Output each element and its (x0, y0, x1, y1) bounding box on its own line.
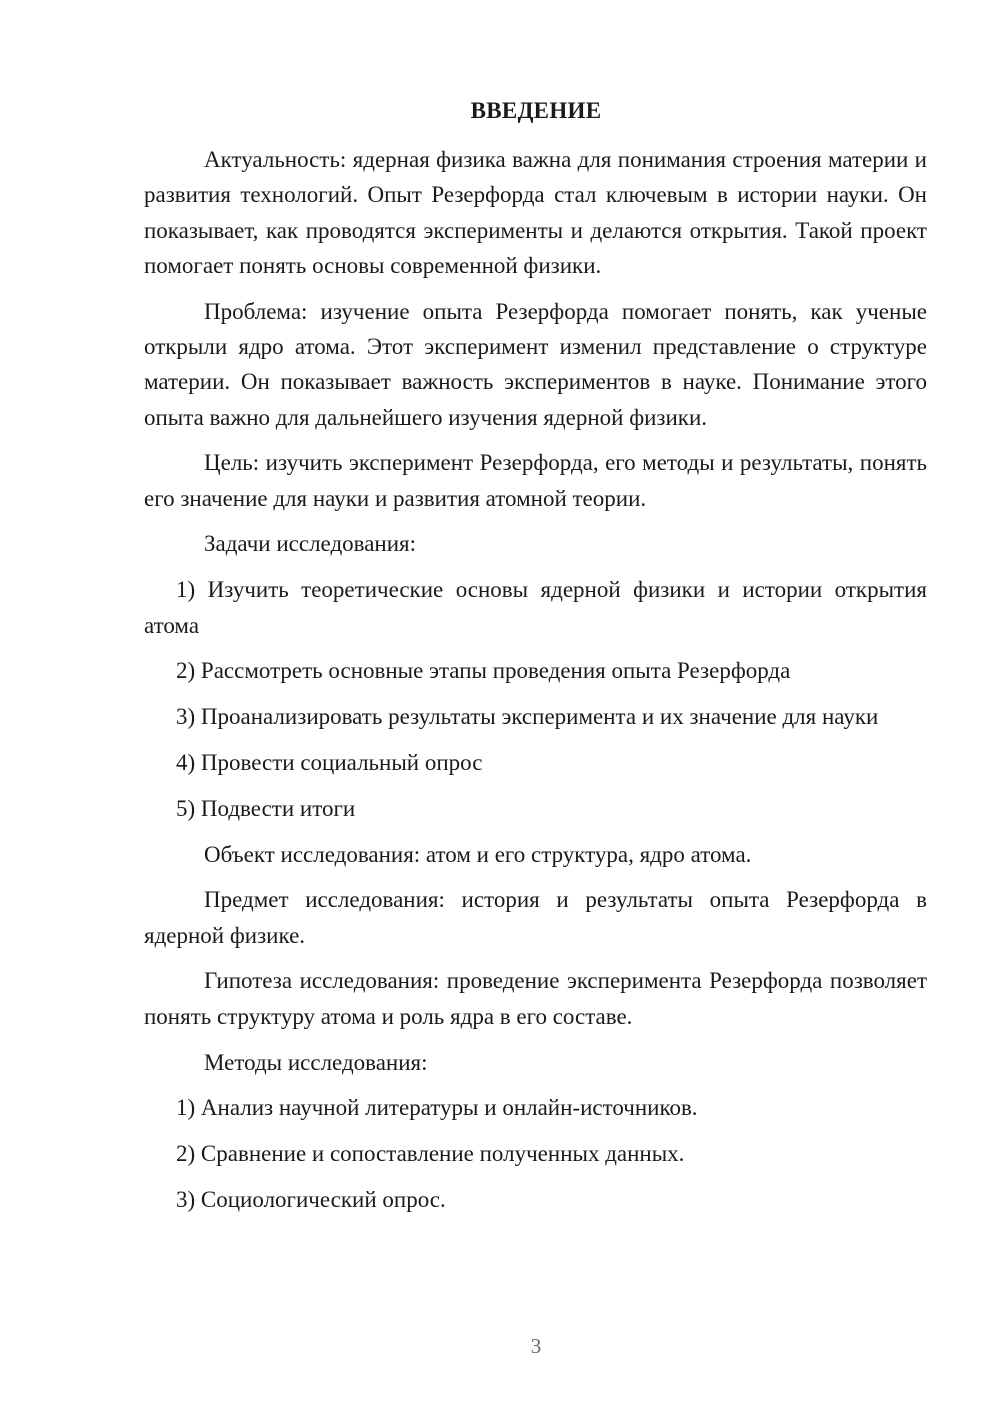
task-item: 1) Изучить теоретические основы ядерной физики и истории открытия атома (144, 577, 927, 638)
task-item: 2) Рассмотреть основные этапы проведения опыта Резерфорда (176, 658, 791, 684)
tasks-title: Задачи исследования: (204, 531, 417, 557)
relevance-paragraph: Актуальность: ядерная физика важна для понимания строения материи и развития технологий. Опыт Резерфорда стал ключевым в истории науки. Он показывает, как проводятся эксперименты и делаются открытия. Такой проект помогает понять основы современной физики. (144, 147, 927, 278)
page-number: 3 (530, 1334, 542, 1358)
section-heading: ВВЕДЕНИЕ (470, 98, 602, 123)
method-item: 2) Сравнение и сопоставление полученных данных. (176, 1141, 685, 1167)
problem-paragraph: Проблема: изучение опыта Резерфорда помогает понять, как ученые открыли ядро атома. Этот эксперимент изменил представление о структуре материи. Он показывает важность экспериментов в науке. Понимание этого опыта важно для дальнейшего изучения ядерной физики. (144, 298, 927, 430)
method-item: 1) Анализ научной литературы и онлайн-источников. (176, 1095, 698, 1121)
hypothesis-paragraph: Гипотеза исследования: проведение эксперимента Резерфорда позволяет понять структуру атома и роль ядра в его составе. (144, 968, 927, 1029)
method-item: 3) Социологический опрос. (176, 1186, 446, 1212)
task-item: 5) Подвести итоги (176, 795, 356, 821)
methods-title: Методы исследования: (204, 1049, 428, 1075)
task-item: 4) Провести социальный опрос (176, 749, 483, 775)
task-item: 3) Проанализировать результаты эксперимента и их значение для науки (176, 704, 879, 730)
subject-paragraph: Предмет исследования: история и результаты опыта Резерфорда в ядерной физике. (144, 887, 927, 948)
section-body (144, 142, 927, 1228)
goal-paragraph: Цель: изучить эксперимент Резерфорда, его методы и результаты, понять его значение для науки и развития атомной теории. (144, 450, 927, 511)
object-paragraph: Объект исследования: атом и его структура, ядро атома. (204, 841, 752, 867)
